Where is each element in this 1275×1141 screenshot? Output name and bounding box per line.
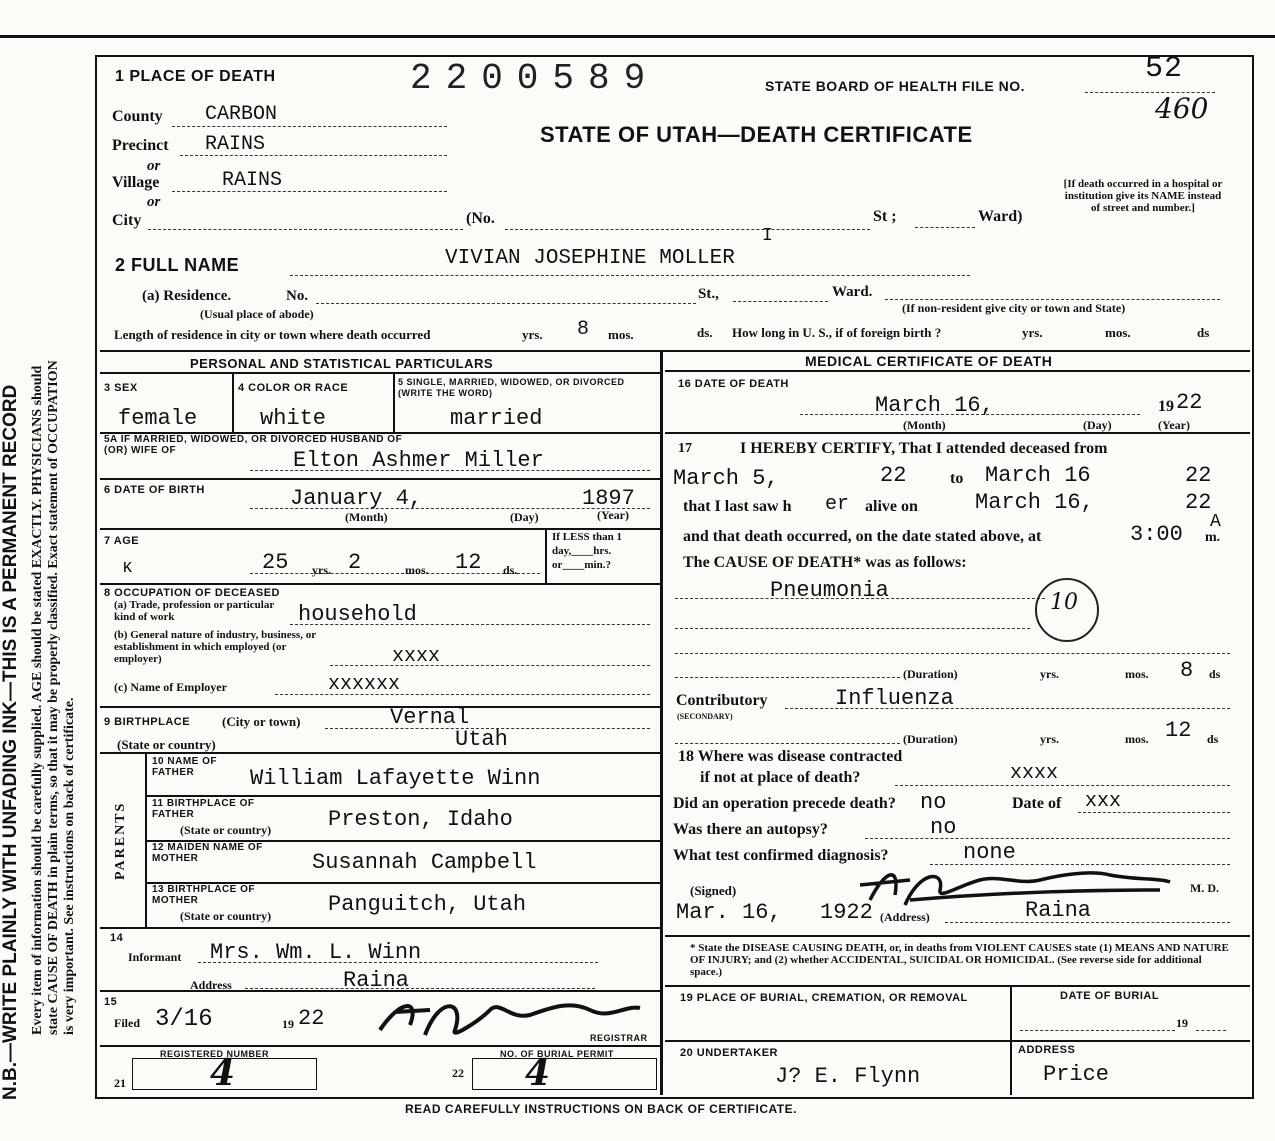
registered-number: 4	[210, 1052, 236, 1094]
attended-to-date: March 16	[985, 463, 1091, 488]
burial-permit-number: 4	[525, 1052, 551, 1094]
birthplace-city-caption: (City or town)	[222, 714, 301, 729]
length-residence-label: Length of residence in city or town where death occurred	[114, 327, 431, 342]
village-label: Village	[112, 174, 160, 191]
signed-address: Raina	[1025, 898, 1092, 923]
time-of-death: 3:00	[1130, 522, 1183, 547]
county-label: County	[112, 108, 163, 125]
nonresident-note: (If non-resident give city or town and State)	[902, 301, 1126, 315]
personal-header: PERSONAL AND STATISTICAL PARTICULARS	[190, 356, 494, 371]
certify-text: I HEREBY CERTIFY, That I attended deceased from	[740, 440, 1108, 457]
autopsy-label: Was there an autopsy?	[673, 821, 828, 838]
secondary-label: (SECONDARY)	[677, 712, 733, 721]
city-st-label: St ;	[873, 208, 897, 225]
burial-permit-field: 22	[452, 1066, 464, 1080]
foreign-yrs-label: yrs.	[1022, 325, 1043, 340]
last-saw-pronoun: er	[825, 493, 850, 516]
side-instruction-1: Every item of information should be carefully supplied. AGE should be stated EXACTLY. PHYSICIANS should	[30, 365, 45, 1035]
time-m-label: m.	[1205, 530, 1221, 545]
operation-value: no	[920, 790, 947, 815]
operation-label: Did an operation precede death?	[673, 795, 896, 812]
contrib-duration-days: 12	[1165, 718, 1192, 743]
marital-label: 5 SINGLE, MARRIED, WIDOWED, OR DIVORCED (WRITE THE WORD)	[398, 377, 625, 398]
age-months: 2	[348, 550, 362, 575]
length-yrs-label: yrs.	[522, 327, 543, 342]
death-day-caption: (Day)	[1083, 418, 1112, 432]
cause-value: Pneumonia	[770, 578, 889, 603]
medical-header: MEDICAL CERTIFICATE OF DEATH	[805, 353, 1053, 369]
top-rule	[0, 35, 1275, 38]
where-contracted-label-2: if not at place of death?	[700, 769, 861, 786]
mother-birthplace-caption: (State or country)	[180, 909, 272, 923]
last-saw-text: that I last saw h	[683, 498, 792, 515]
father-birthplace-caption: (State or country)	[180, 823, 272, 837]
cause-yrs-label: yrs.	[1040, 667, 1059, 681]
last-saw-alive: alive on	[865, 498, 918, 515]
test-label: What test confirmed diagnosis?	[673, 847, 889, 864]
operation-date-label: Date of	[1012, 795, 1062, 812]
occurred-text: and that death occurred, on the date stated above, at	[683, 528, 1042, 545]
contrib-yrs-label: yrs.	[1040, 732, 1059, 746]
registered-number-field: 21	[114, 1076, 126, 1090]
foreign-mos-label: mos.	[1105, 325, 1131, 340]
residence-no-label: No.	[286, 288, 309, 304]
informant-address: Raina	[343, 968, 410, 993]
informant-address-label: Address	[190, 978, 232, 992]
occupation-label: 8 OCCUPATION OF DECEASED	[104, 587, 280, 599]
death-month-day: March 16,	[875, 393, 994, 418]
father-label: 10 NAME OF FATHER	[152, 756, 218, 778]
burial-19: 19	[1176, 1016, 1188, 1030]
foreign-birth-label: How long in U. S., if of foreign birth ?	[732, 325, 942, 340]
undertaker-label: 20 UNDERTAKER	[680, 1047, 778, 1059]
dob-year-caption: (Year)	[597, 508, 629, 522]
contributory-value: Influenza	[835, 686, 954, 711]
name-correction: I	[762, 226, 773, 246]
contributory-label: Contributory	[676, 692, 768, 709]
cause-duration-days: 8	[1180, 658, 1194, 683]
age-mos-label: mos.	[405, 563, 429, 577]
cause-mos-label: mos.	[1125, 667, 1149, 681]
occupation-a-value: household	[298, 602, 417, 627]
city-no-label: (No.	[466, 210, 495, 227]
attended-from-year: 22	[880, 463, 907, 488]
parents-label: PARENTS	[113, 801, 128, 880]
birthplace-state-caption: (State or country)	[117, 737, 216, 752]
occupation-c-label: (c) Name of Employer	[114, 680, 227, 694]
occupation-b-label: (b) General nature of industry, business, or establishment in which employed (or employer)	[114, 629, 316, 665]
birthplace-state: Utah	[455, 727, 508, 752]
contrib-mos-label: mos.	[1125, 732, 1149, 746]
county-value: CARBON	[205, 103, 278, 126]
undertaker-value: J? E. Flynn	[775, 1064, 921, 1089]
certificate-title: STATE OF UTAH—DEATH CERTIFICATE	[540, 122, 973, 147]
age-ds-label: ds.	[503, 563, 518, 577]
death-year-caption: (Year)	[1158, 418, 1190, 432]
filed-19: 19	[282, 1017, 294, 1031]
last-saw-date: March 16,	[975, 490, 1094, 515]
length-ds-label: ds.	[697, 325, 713, 340]
mother-birthplace: Panguitch, Utah	[328, 892, 527, 917]
burial-permit-label: NO. OF BURIAL PERMIT	[500, 1049, 614, 1059]
filed-label: Filed	[114, 1016, 140, 1030]
precinct-label: Precinct	[112, 137, 169, 154]
spouse-label: 5A IF MARRIED, WIDOWED, OR DIVORCED HUSBAND OF (OR) WIFE OF	[104, 434, 403, 456]
dob-month-caption: (Month)	[345, 510, 388, 524]
where-contracted-label: 18 Where was disease contracted	[678, 748, 903, 765]
occupation-a-label: (a) Trade, profession or particular kind of work	[114, 599, 275, 623]
age-days: 12	[455, 550, 482, 575]
village-value: RAINS	[222, 169, 283, 192]
father-birthplace: Preston, Idaho	[328, 807, 513, 832]
burial-date-label: DATE OF BURIAL	[1060, 990, 1160, 1002]
mother-birthplace-label: 13 BIRTHPLACE OF MOTHER	[152, 884, 256, 906]
birthplace-label: 9 BIRTHPLACE	[104, 716, 191, 728]
signed-label: (Signed)	[690, 883, 737, 898]
cause-ds-label: ds	[1209, 667, 1221, 681]
cause-code: 10	[1050, 590, 1078, 615]
occupation-b-value: xxxx	[392, 645, 441, 668]
city-label: City	[112, 212, 142, 229]
undertaker-address-label: ADDRESS	[1018, 1044, 1076, 1056]
registrar-label: REGISTRAR	[590, 1033, 648, 1043]
dob-month-day: January 4,	[290, 486, 423, 511]
autopsy-value: no	[930, 815, 957, 840]
cause-duration-label: (Duration)	[903, 667, 958, 681]
cause-note: * State the DISEASE CAUSING DEATH, or, in deaths from VIOLENT CAUSES state (1) MEANS AND NATURE OF INJURY; and (2) whether ACCIDENTAL, SUICIDAL OR HOMICIDAL. (See reverse side for additional space.)	[690, 942, 1229, 978]
birthplace-city: Vernal	[390, 705, 470, 730]
side-instruction-3: is very important. See instructions on back of certificate.	[62, 697, 77, 1035]
filed-date: 3/16	[155, 1006, 213, 1033]
operation-date-value: xxx	[1085, 790, 1122, 813]
file-number: 52	[1145, 52, 1184, 86]
last-saw-year: 22	[1185, 490, 1212, 515]
marital-value: married	[450, 406, 543, 431]
age-yrs-label: yrs.	[312, 563, 331, 577]
full-name-label: 2 FULL NAME	[115, 255, 240, 275]
attended-to-year: 22	[1185, 463, 1212, 488]
race-label: 4 COLOR OR RACE	[238, 382, 349, 394]
filed-year: 22	[298, 1006, 325, 1031]
filed-number: 15	[104, 996, 118, 1008]
side-notice: N.B.—WRITE PLAINLY WITH UNFADING INK—THIS IS A PERMANENT RECORD	[0, 384, 21, 1100]
footer-instructions: READ CAREFULLY INSTRUCTIONS ON BACK OF CERTIFICATE.	[405, 1102, 797, 1116]
or-label-2: or	[147, 194, 161, 210]
burial-place-label: 19 PLACE OF BURIAL, CREMATION, OR REMOVAL	[680, 992, 968, 1004]
residence-st-label: St.,	[698, 286, 719, 302]
undertaker-address: Price	[1043, 1062, 1110, 1087]
hospital-note: [If death occurred in a hospital or institution give its NAME instead of street and number.]	[1063, 178, 1223, 214]
md-label: M. D.	[1190, 881, 1219, 895]
abode-note: (Usual place of abode)	[200, 307, 314, 321]
dob-year: 1897	[582, 486, 635, 511]
death-month-caption: (Month)	[903, 418, 946, 432]
informant-number: 14	[110, 932, 124, 944]
contrib-ds-label: ds	[1207, 732, 1219, 746]
sex-label: 3 SEX	[104, 382, 138, 394]
place-of-death-label: 1 PLACE OF DEATH	[115, 68, 276, 85]
death-year-prefix: 19	[1158, 398, 1174, 415]
length-mos-label: mos.	[608, 327, 634, 342]
mother-label: 12 MAIDEN NAME OF MOTHER	[152, 842, 263, 864]
age-less-label: If LESS than 1 day,____hrs. or____min.?	[552, 531, 623, 571]
test-value: none	[963, 840, 1016, 865]
death-year: 22	[1176, 390, 1203, 415]
length-mos-value: 8	[577, 318, 590, 341]
certificate-number: 2200589	[410, 58, 660, 99]
where-contracted-value: xxxx	[1010, 762, 1059, 785]
dob-day-caption: (Day)	[510, 510, 539, 524]
age-mark: κ	[122, 558, 133, 578]
race-value: white	[260, 406, 327, 431]
foreign-ds-label: ds	[1197, 325, 1210, 340]
residence-label: (a) Residence.	[142, 288, 232, 304]
time-ampm: A	[1210, 512, 1221, 532]
age-years: 25	[262, 550, 289, 575]
father-birthplace-label: 11 BIRTHPLACE OF FATHER	[152, 798, 255, 820]
physician-signature	[850, 860, 1180, 910]
file-number-label: STATE BOARD OF HEALTH FILE NO.	[765, 78, 1025, 94]
or-label-1: or	[147, 158, 161, 174]
cause-label: The CAUSE OF DEATH* was as follows:	[683, 554, 967, 571]
signed-year: 1922	[820, 900, 873, 925]
certify-number: 17	[678, 441, 692, 456]
death-date-label: 16 DATE OF DEATH	[678, 378, 789, 390]
registered-number-label: REGISTERED NUMBER	[160, 1049, 270, 1059]
attended-from-date: March 5,	[673, 466, 779, 491]
full-name-value: VIVIAN JOSEPHINE MOLLER	[445, 247, 735, 270]
mother-name: Susannah Campbell	[312, 850, 537, 875]
age-label: 7 AGE	[104, 535, 140, 547]
informant-value: Mrs. Wm. L. Winn	[210, 940, 422, 965]
file-number-extra: 460	[1155, 92, 1209, 125]
spouse-value: Elton Ashmer Miller	[293, 448, 544, 473]
sex-value: female	[118, 406, 198, 431]
precinct-value: RAINS	[205, 133, 266, 156]
dob-label: 6 DATE OF BIRTH	[104, 484, 205, 496]
signed-address-label: (Address)	[880, 910, 930, 924]
occupation-c-value: xxxxxx	[328, 673, 401, 696]
side-instruction-2: state CAUSE OF DEATH in plain terms, so that it may be properly classified. Exact statement of OCCUPATION	[46, 360, 61, 1035]
attended-to-label: to	[950, 470, 964, 487]
residence-ward-label: Ward.	[832, 284, 873, 300]
signed-date: Mar. 16,	[676, 900, 782, 925]
column-divider	[660, 350, 663, 1095]
contrib-duration-label: (Duration)	[903, 732, 958, 746]
city-ward-label: Ward)	[978, 208, 1023, 225]
father-name: William Lafayette Winn	[250, 766, 541, 791]
informant-label: Informant	[128, 950, 182, 964]
